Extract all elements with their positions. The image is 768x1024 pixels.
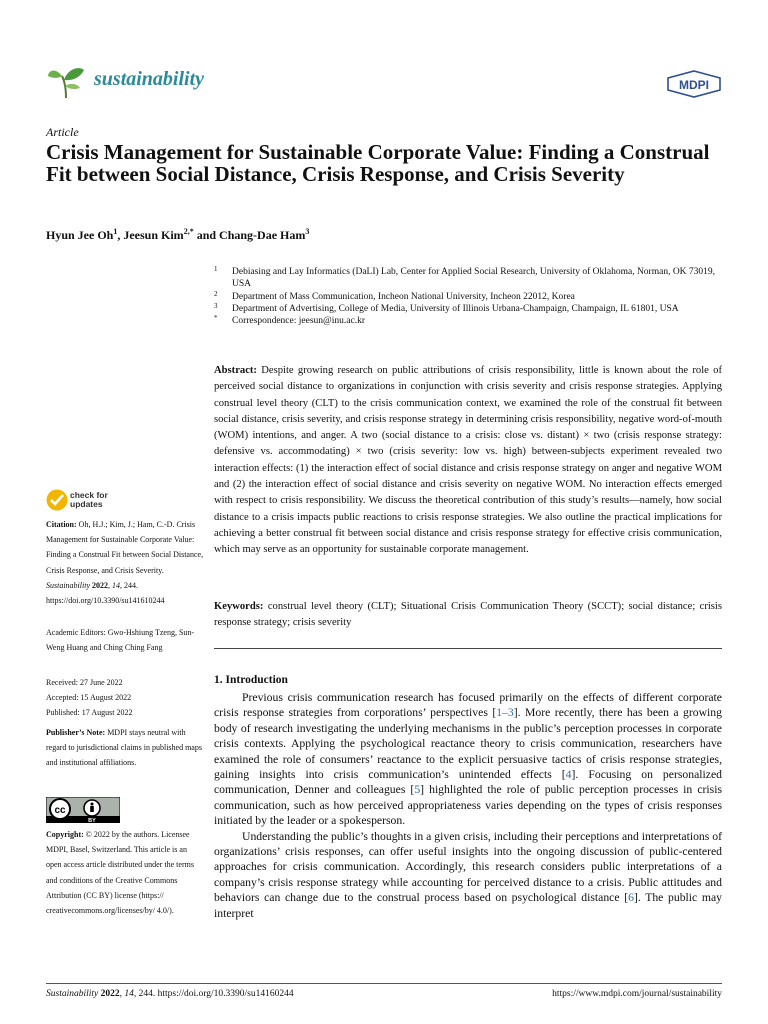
paragraph-text: Understanding the public’s thoughts in a given crisis, including their perceptions and interpretations of organizations’ crisis responses, can offer useful insights into the ongoing discussion of public-centered approaches for crisis communication. Accordingly, this research considers public interpretations of a company’s crisis response strategy while accounting for perceived distance to a crisis. Public attitudes and behaviors can change due to the construal process based on psychological distance [	[214, 829, 722, 905]
affiliation	[214, 315, 724, 327]
paragraph	[214, 690, 722, 829]
mdpi-logo[interactable]	[666, 70, 722, 98]
author-affil-ref: 2,*	[183, 227, 194, 236]
check-updates-icon	[46, 489, 68, 511]
abstract-text: Despite growing research on public attributions of crisis responsibility, little is known about the role of perceived social distance to organizations in conjunction with crisis severity and crisis response strategies. Applying construal level theory (CLT) to the crisis communication context, we examined the role of the construal fit between social distance, crisis severity, and crisis response strategy in determining crisis responsibility, negative word-of-mouth (WOM) intentions, and anger. A two (social distance to a crisis: close vs. distant) × two (crisis response strategy: defensive vs. accommodating) × two (crisis severity: low vs. high) between-subjects experiment revealed two interaction effects: (1) the interaction effect of social distance and crisis response strategy on anger and negative WOM and (2) the interaction effect of social distance and crisis severity on negative WOM. No interaction effects emerged with respect to crisis responsibility. We discuss the theoretical contribution of this study’s results—namely, how social distance to a crisis impacts public reactions to crisis response strategies. We also outline the practical implications for achieving a better construal fit between social distance and crisis response strategy for effective crisis communication, which may serve as an opportunity for sustainable corporate management.	[214, 365, 722, 556]
footer-journal: Sustainability	[46, 989, 99, 999]
author-name[interactable]: Hyun Jee Oh	[46, 228, 114, 242]
publisher-note-text: MDPI stays neutral with regard to jurisdictional claims in published maps and institutional affiliations.	[46, 728, 202, 768]
footer-volume: 14	[124, 989, 134, 999]
citation-link[interactable]: 5	[414, 783, 421, 797]
mdpi-logo-text: MDPI	[679, 78, 709, 92]
publisher-note	[46, 725, 204, 771]
affiliation-number: *	[214, 314, 218, 323]
citation-volume: 14	[112, 580, 120, 590]
abstract-label: Abstract:	[214, 365, 257, 376]
abstract	[214, 363, 722, 559]
footer-citation: Sustainability 2022, 14, 244. https://doi.org/10.3390/su14160244	[46, 989, 294, 999]
affiliation	[214, 266, 724, 291]
affiliation	[214, 291, 724, 303]
affiliation-text: Debiasing and Lay Informatics (DaLI) Lab, Center for Applied Social Research, University of Oklahoma, Norman, OK 73019, USA	[232, 267, 716, 290]
section-heading: 1. Introduction	[214, 674, 288, 686]
author-list	[46, 227, 726, 243]
sustainability-leaf-icon	[46, 62, 86, 100]
citation-year: 2022	[92, 580, 108, 590]
paragraph-text: ]. More recently, there has been a growing body of research investigating the underlying mechanisms in the public’s perception processes in corporate crisis contexts. Applying the psychological reactance theory to crisis communication, researchers have examined the role of consumers’ reactance to the explicit persuasive tactics of crisis response strategies, gaining insights into crisis communication’s unintended effects [	[214, 706, 722, 782]
copyright-label: Copyright:	[46, 830, 84, 839]
check-for-updates-badge[interactable]	[46, 488, 126, 512]
affiliation-text: Department of Advertising, College of Media, University of Illinois Urbana-Champaign, Champaign, IL 61801, USA	[232, 303, 679, 314]
affiliation-number: 2	[214, 289, 218, 298]
svg-text:cc: cc	[54, 805, 66, 816]
citation-link[interactable]: 1–3	[496, 706, 514, 720]
author-affil-ref: 3	[305, 227, 310, 236]
author-separator: and	[193, 228, 220, 242]
cc-by-license-icon[interactable]	[46, 797, 120, 823]
citation-link[interactable]: 4	[565, 768, 572, 782]
affiliation	[214, 303, 724, 315]
cc-badge-text: BY	[88, 818, 96, 823]
check-updates-line: updates	[70, 499, 103, 509]
article-type: Article	[46, 125, 79, 139]
journal-name[interactable]: sustainability	[94, 68, 205, 90]
copyright-text: © 2022 by the authors. Licensee MDPI, Basel, Switzerland. This article is an open access article distributed under the terms and conditions of the Creative Commons Attribution (CC BY) license (https:// creativecommons.org/licenses/by/ 4.0/).	[46, 830, 194, 916]
affiliation-number: 1	[214, 265, 218, 273]
paragraph-text: ]. The public may interpret	[214, 891, 722, 920]
footer-divider	[46, 983, 722, 984]
citation-block: Citation: Oh, H.J.; Kim, J.; Ham, C.-D. Crisis Management for Sustainable Corporate Value: Finding a Construal Fit between Social Distance, Crisis Response, and Crisis Severity. Sustainability 2022, 14, 244. https://doi.org/10.3390/su141610244	[46, 520, 204, 606]
copyright-block	[46, 827, 204, 918]
footer-journal-url[interactable]: https://www.mdpi.com/journal/sustainability	[552, 989, 722, 999]
section-divider	[214, 648, 722, 649]
citation-doi[interactable]: , 244. https://doi.org/10.3390/su141610244	[46, 580, 165, 606]
author-name[interactable]: Jeesun Kim	[123, 228, 184, 242]
keywords-text: construal level theory (CLT); Situational Crisis Communication Theory (SCCT); social distance; crisis response strategy; crisis severity	[214, 601, 722, 628]
citation-text: Oh, H.J.; Kim, J.; Ham, C.-D. Crisis Management for Sustainable Corporate Value: Finding a Construal Fit between Social Distance, Crisis Response, and Crisis Severity.	[46, 520, 204, 575]
author-separator: ,	[117, 228, 124, 242]
check-updates-line: check for	[70, 490, 108, 500]
correspondence-email[interactable]: Correspondence: jeesun@inu.ac.kr	[232, 316, 365, 327]
citation-journal: Sustainability	[46, 580, 90, 590]
publication-dates	[46, 675, 204, 721]
citation-label: Citation:	[46, 520, 77, 529]
citation-link[interactable]: 6	[628, 891, 634, 905]
affiliation-number: 3	[214, 301, 218, 310]
introduction-body	[214, 690, 722, 921]
journal-header	[46, 62, 722, 102]
affiliation-text: Department of Mass Communication, Incheon National University, Incheon 22012, Korea	[232, 291, 575, 302]
affiliations	[214, 266, 724, 327]
keywords	[214, 599, 722, 631]
paragraph-text: ]. Focusing on personalized communication, Denner and colleagues [	[214, 768, 722, 797]
author-affil-ref: 1	[113, 227, 118, 236]
author-name[interactable]: Chang-Dae Ham	[219, 228, 306, 242]
article-title: Crisis Management for Sustainable Corporate Value: Finding a Construal Fit between Social Distance, Crisis Response, and Crisis Severity	[46, 140, 710, 186]
footer-year: 2022	[100, 989, 120, 999]
received-date: Received: 27 June 2022	[46, 678, 123, 687]
publisher-note-label: Publisher’s Note:	[46, 728, 106, 737]
editors-label: Academic Editors:	[46, 628, 106, 637]
accepted-date: Accepted: 15 August 2022	[46, 693, 132, 703]
academic-editors	[46, 625, 204, 655]
footer-doi-link[interactable]: , 244. https://doi.org/10.3390/su14160244	[133, 989, 294, 999]
paragraph	[214, 829, 722, 921]
published-date: Published: 17 August 2022	[46, 708, 133, 718]
paragraph-text: Previous crisis communication research has focused primarily on the effects of different corporate crisis response strategies from corporations’ perspectives [	[214, 691, 722, 720]
editors-names: Gwo-Hshiung Tzeng, Sun-Weng Huang and Ching Ching Fang	[46, 628, 195, 653]
keywords-label: Keywords:	[214, 601, 264, 612]
check-updates-text	[70, 491, 108, 509]
paragraph-text: ] highlighted the role of public perception processes in crisis communication, such as how perceived appropriateness varies depending on the types of crisis responses initiated by the leader or a spokesperson.	[214, 783, 722, 828]
